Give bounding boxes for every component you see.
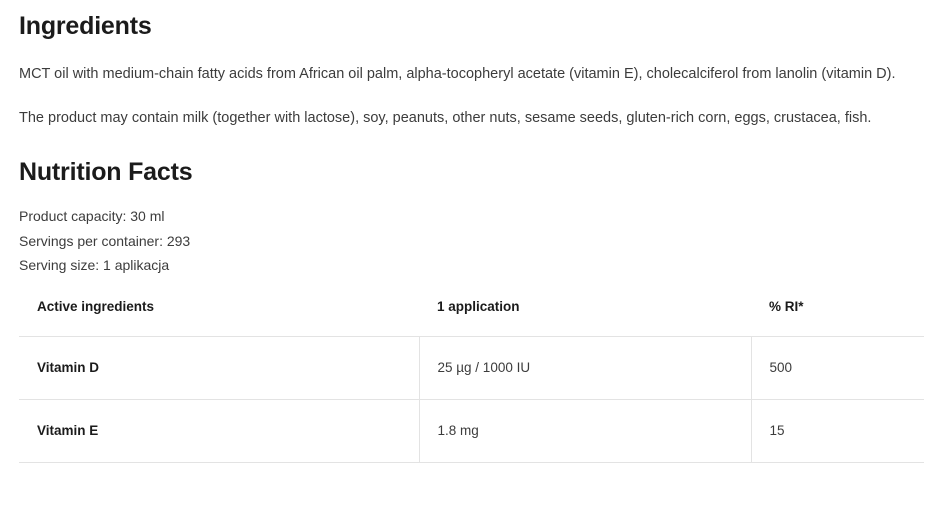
- ingredients-heading: Ingredients: [19, 12, 152, 40]
- column-header-application: 1 application: [437, 298, 520, 314]
- cell-ingredient-name: Vitamin E: [19, 399, 419, 462]
- cell-ingredient-name: Vitamin D: [19, 336, 419, 399]
- ingredients-allergen-text: The product may contain milk (together with lactose), soy, peanuts, other nuts, sesame seeds, gluten-rich corn, eggs, crustacea, fish.: [19, 110, 872, 126]
- cell-ingredient-ri: 15: [751, 399, 924, 462]
- table-row: [19, 399, 924, 462]
- nutrition-facts-heading: Nutrition Facts: [19, 158, 193, 186]
- cell-ingredient-amount: 1.8 mg: [419, 399, 751, 462]
- table-row: [19, 336, 924, 399]
- column-header-ri: % RI*: [769, 298, 804, 314]
- fact-product-capacity: Product capacity: 30 ml: [19, 208, 165, 224]
- column-header-active-ingredients: Active ingredients: [37, 298, 155, 314]
- nutrition-facts-table: [19, 299, 924, 463]
- fact-servings-per-container: Servings per container: 293: [19, 232, 191, 249]
- fact-serving-size: Serving size: 1 aplikacja: [19, 257, 170, 273]
- nutrition-facts-list: [19, 204, 925, 278]
- cell-ingredient-ri: 500: [751, 336, 924, 399]
- cell-ingredient-amount: 25 µg / 1000 IU: [419, 336, 751, 399]
- table-header-row: [19, 299, 924, 337]
- ingredients-composition-text: MCT oil with medium-chain fatty acids from African oil palm, alpha-tocopheryl acetate (vitamin E), cholecalciferol from lanolin (vitamin D).: [19, 66, 896, 82]
